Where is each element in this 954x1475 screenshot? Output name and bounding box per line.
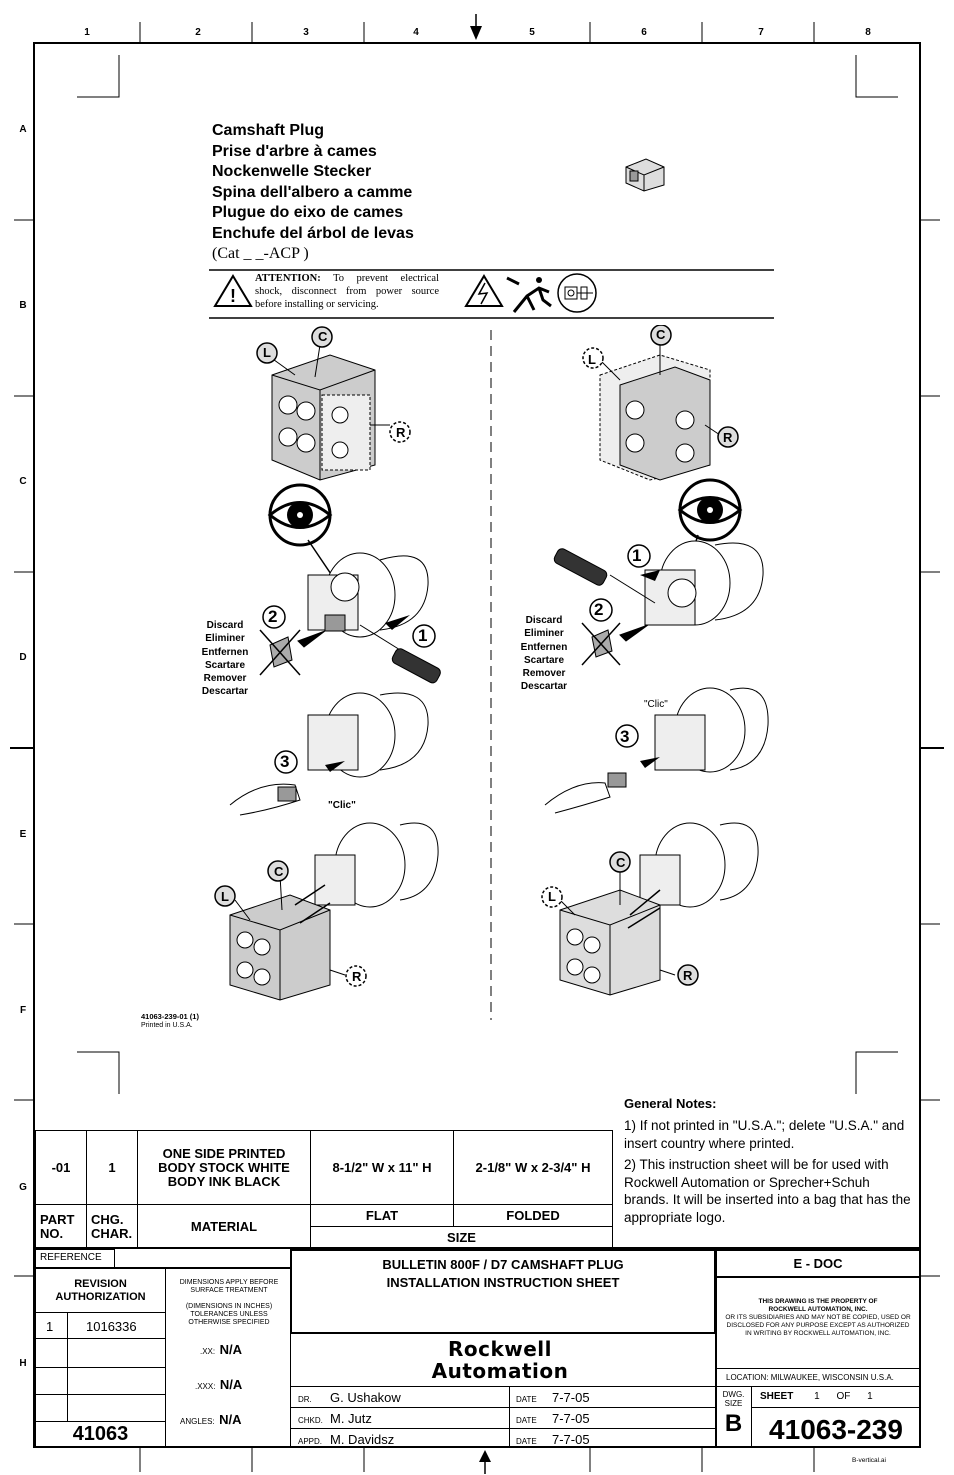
appd-date-label: DATE bbox=[516, 1437, 537, 1446]
property-line-2: ROCKWELL AUTOMATION, INC. bbox=[768, 1306, 868, 1313]
title-fr: Prise d'arbre à cames bbox=[212, 142, 377, 160]
tol-xxx-label: .XXX: bbox=[195, 1382, 216, 1391]
reference-label: REFERENCE bbox=[35, 1249, 115, 1268]
tol-angles-label: ANGLES: bbox=[180, 1417, 215, 1426]
title-pt: Plugue do eixo de cames bbox=[212, 204, 404, 222]
revision-row-empty bbox=[67, 1338, 166, 1368]
tol-xxx bbox=[195, 1376, 242, 1394]
grid-col-1: 1 bbox=[84, 27, 90, 38]
general-note-1: 1) If not printed in "U.S.A."; delete "U.S.A." and insert country where printed. bbox=[624, 1118, 905, 1151]
discard-words-right bbox=[514, 614, 574, 694]
attention-message: To prevent electrical shock, disconnect from power source before installing or servicing. bbox=[255, 273, 440, 310]
callout-step-3-right: 3 bbox=[620, 727, 630, 746]
callout-l-1: L bbox=[263, 345, 271, 360]
discard-word: Discard bbox=[206, 620, 244, 631]
dims-note-1: DIMENSIONS APPLY BEFORE SURFACE TREATMENT bbox=[179, 1279, 279, 1294]
property-line-3: OR ITS SUBSIDIARIES AND MAY NOT BE COPIED, USED OR DISCLOSED FOR ANY PURPOSE EXCEPT AS AUTHORIZED IN WRITING BY ROCKWELL AUTOMATION, INC. bbox=[725, 1314, 911, 1337]
center-divider bbox=[488, 330, 494, 1020]
chkd-label: CHKD. bbox=[298, 1416, 323, 1425]
clic-label-right: "Clic" bbox=[644, 699, 668, 710]
flat-size-value: 8-1/2" W x 11" H bbox=[310, 1130, 454, 1205]
title-en: Camshaft Plug bbox=[212, 122, 325, 139]
chg-char-header: CHG. CHAR. bbox=[86, 1204, 138, 1248]
part-no-header: PART NO. bbox=[35, 1204, 87, 1248]
appd-date: 7-7-05 bbox=[552, 1432, 590, 1447]
revision-authorization-label: REVISION AUTHORIZATION bbox=[35, 1268, 166, 1313]
doc-number-small: 41063 bbox=[35, 1421, 166, 1448]
material-header: MATERIAL bbox=[137, 1204, 311, 1248]
chkd-date-label: DATE bbox=[516, 1416, 537, 1425]
sheet-info bbox=[760, 1391, 873, 1402]
folded-header: FOLDED bbox=[453, 1204, 613, 1227]
discard-word: Descartar bbox=[201, 686, 249, 698]
dr-date-label: DATE bbox=[516, 1395, 537, 1404]
sheet-label: SHEET bbox=[760, 1391, 794, 1402]
tol-xxx-value: N/A bbox=[219, 1377, 243, 1392]
discard-word: Entfernen bbox=[520, 641, 568, 653]
rockwell-logo bbox=[420, 1338, 580, 1382]
callout-step-2-right: 2 bbox=[594, 600, 604, 619]
callout-l-2: L bbox=[588, 352, 596, 367]
revision-number: 1 bbox=[35, 1312, 68, 1339]
grid-row-h: H bbox=[19, 1358, 27, 1369]
tol-xx-value: N/A bbox=[219, 1342, 242, 1357]
title-de: Nockenwelle Stecker bbox=[212, 163, 372, 181]
svg-text:!: ! bbox=[230, 286, 236, 306]
discard-word: Eliminer bbox=[205, 633, 245, 645]
callout-step-1-left: 1 bbox=[418, 626, 428, 645]
dr-label: DR. bbox=[298, 1395, 312, 1404]
grid-col-4: 4 bbox=[413, 27, 419, 38]
revision-row-empty bbox=[35, 1338, 68, 1368]
print-ref-printed: Printed in U.S.A. bbox=[141, 1022, 193, 1029]
callout-c-1: C bbox=[318, 329, 328, 344]
drawing-number: 41063-239 bbox=[769, 1414, 903, 1445]
chkd-name: M. Jutz bbox=[330, 1411, 372, 1426]
callout-c-4: C bbox=[616, 855, 626, 870]
dr-name: G. Ushakow bbox=[330, 1390, 401, 1405]
logo-line-2: Automation bbox=[431, 1359, 569, 1383]
reference-value-box bbox=[114, 1249, 291, 1268]
discard-word: Entfernen bbox=[201, 646, 249, 658]
sheet-of-label: OF bbox=[836, 1391, 851, 1402]
general-notes-title: General Notes: bbox=[624, 1096, 717, 1111]
tol-xx bbox=[200, 1341, 242, 1359]
discard-word: Scartare bbox=[523, 654, 565, 666]
attention-text bbox=[255, 272, 439, 311]
appd-label: APPD. bbox=[298, 1437, 323, 1446]
discard-word: Discard bbox=[525, 615, 563, 626]
discard-word: Remover bbox=[203, 673, 247, 685]
chkd-row bbox=[290, 1407, 510, 1429]
camshaft-plug-icon bbox=[620, 155, 670, 195]
tol-angles-value: N/A bbox=[219, 1412, 242, 1427]
clic-label-left: "Clic" bbox=[328, 800, 356, 811]
part-no-value: -01 bbox=[35, 1130, 87, 1205]
chg-char-value: 1 bbox=[86, 1130, 138, 1205]
grid-col-2: 2 bbox=[195, 27, 201, 38]
discard-words-left bbox=[195, 619, 255, 699]
general-note-2: 2) This instruction sheet will be for used with Rockwell Automation or Sprecher+Schuh brands. It will be inserted into a bag that has the appropriate logo. bbox=[624, 1157, 911, 1225]
callout-step-2-left: 2 bbox=[268, 607, 278, 626]
print-ref-code: 41063-239-01 (1) bbox=[141, 1012, 199, 1021]
discard-word: Remover bbox=[522, 668, 566, 680]
drawing-title-1: BULLETIN 800F / D7 CAMSHAFT PLUG bbox=[382, 1257, 624, 1272]
appd-date-row bbox=[509, 1428, 716, 1448]
grid-row-a: A bbox=[19, 124, 27, 135]
grid-row-d: D bbox=[19, 652, 27, 663]
folded-size-value: 2-1/8" W x 2-3/4" H bbox=[453, 1130, 613, 1205]
callout-r-2: R bbox=[723, 430, 733, 445]
dr-date-row bbox=[509, 1386, 716, 1408]
revision-auth-number: 1016336 bbox=[67, 1312, 166, 1339]
drawing-title-2: INSTALLATION INSTRUCTION SHEET bbox=[386, 1275, 620, 1290]
grid-row-g: G bbox=[19, 1182, 27, 1193]
callout-l-3: L bbox=[221, 889, 229, 904]
file-name: B-vertical.ai bbox=[852, 1457, 886, 1464]
grid-col-3: 3 bbox=[303, 27, 309, 38]
callout-r-1: R bbox=[396, 425, 406, 440]
grid-row-e: E bbox=[19, 829, 27, 840]
discard-word: Descartar bbox=[520, 681, 568, 693]
logo-line-1: Rockwell bbox=[447, 1337, 553, 1361]
material-value: ONE SIDE PRINTED BODY STOCK WHITE BODY INK BLACK bbox=[137, 1130, 311, 1205]
chkd-date-row bbox=[509, 1407, 716, 1429]
dwg-size-value: B bbox=[724, 1410, 743, 1437]
callout-step-3-left: 3 bbox=[280, 752, 290, 771]
grid-row-f: F bbox=[19, 1005, 27, 1016]
e-doc-label: E - DOC bbox=[793, 1256, 843, 1271]
appd-row bbox=[290, 1428, 510, 1448]
dwg-size-label: DWG. SIZE bbox=[722, 1390, 745, 1408]
tol-angles bbox=[180, 1411, 242, 1429]
chkd-date: 7-7-05 bbox=[552, 1411, 590, 1426]
callout-r-3: R bbox=[352, 969, 362, 984]
callout-l-4: L bbox=[548, 889, 556, 904]
callout-c-2: C bbox=[656, 327, 666, 342]
callout-c-3: C bbox=[274, 864, 284, 879]
dims-note-2: (DIMENSIONS IN INCHES) TOLERANCES UNLESS OTHERWISE SPECIFIED bbox=[185, 1303, 273, 1326]
tol-xx-label: .XX: bbox=[200, 1347, 216, 1356]
property-line-1: THIS DRAWING IS THE PROPERTY OF bbox=[758, 1298, 878, 1305]
sheet-number: 1 bbox=[814, 1391, 820, 1402]
callout-r-4: R bbox=[683, 968, 693, 983]
discard-word: Scartare bbox=[204, 659, 246, 671]
dr-date: 7-7-05 bbox=[552, 1390, 590, 1405]
callout-step-1-right: 1 bbox=[632, 546, 642, 565]
grid-col-5: 5 bbox=[529, 27, 535, 38]
grid-col-6: 6 bbox=[641, 27, 647, 38]
grid-col-8: 8 bbox=[865, 27, 871, 38]
location-label: LOCATION: MILWAUKEE, WISCONSIN U.S.A. bbox=[715, 1368, 921, 1387]
revision-row-empty bbox=[35, 1394, 68, 1422]
revision-row-empty bbox=[67, 1394, 166, 1422]
grid-col-7: 7 bbox=[758, 27, 764, 38]
revision-row-empty bbox=[35, 1367, 68, 1395]
title-es: Enchufe del árbol de levas bbox=[212, 224, 414, 242]
flat-header: FLAT bbox=[310, 1204, 454, 1227]
revision-row-empty bbox=[67, 1367, 166, 1395]
size-header: SIZE bbox=[310, 1226, 613, 1248]
general-notes bbox=[624, 1096, 916, 1226]
title-list bbox=[212, 121, 512, 263]
catalog-number: (Cat _ _-ACP ) bbox=[212, 244, 309, 262]
appd-name: M. Davidsz bbox=[330, 1432, 395, 1447]
grid-row-c: C bbox=[19, 476, 27, 487]
attention-label: ATTENTION: bbox=[255, 273, 321, 284]
title-it: Spina dell'albero a camme bbox=[212, 183, 413, 201]
discard-word: Eliminer bbox=[524, 628, 564, 640]
sheet-total: 1 bbox=[867, 1391, 873, 1402]
grid-row-b: B bbox=[19, 300, 27, 311]
